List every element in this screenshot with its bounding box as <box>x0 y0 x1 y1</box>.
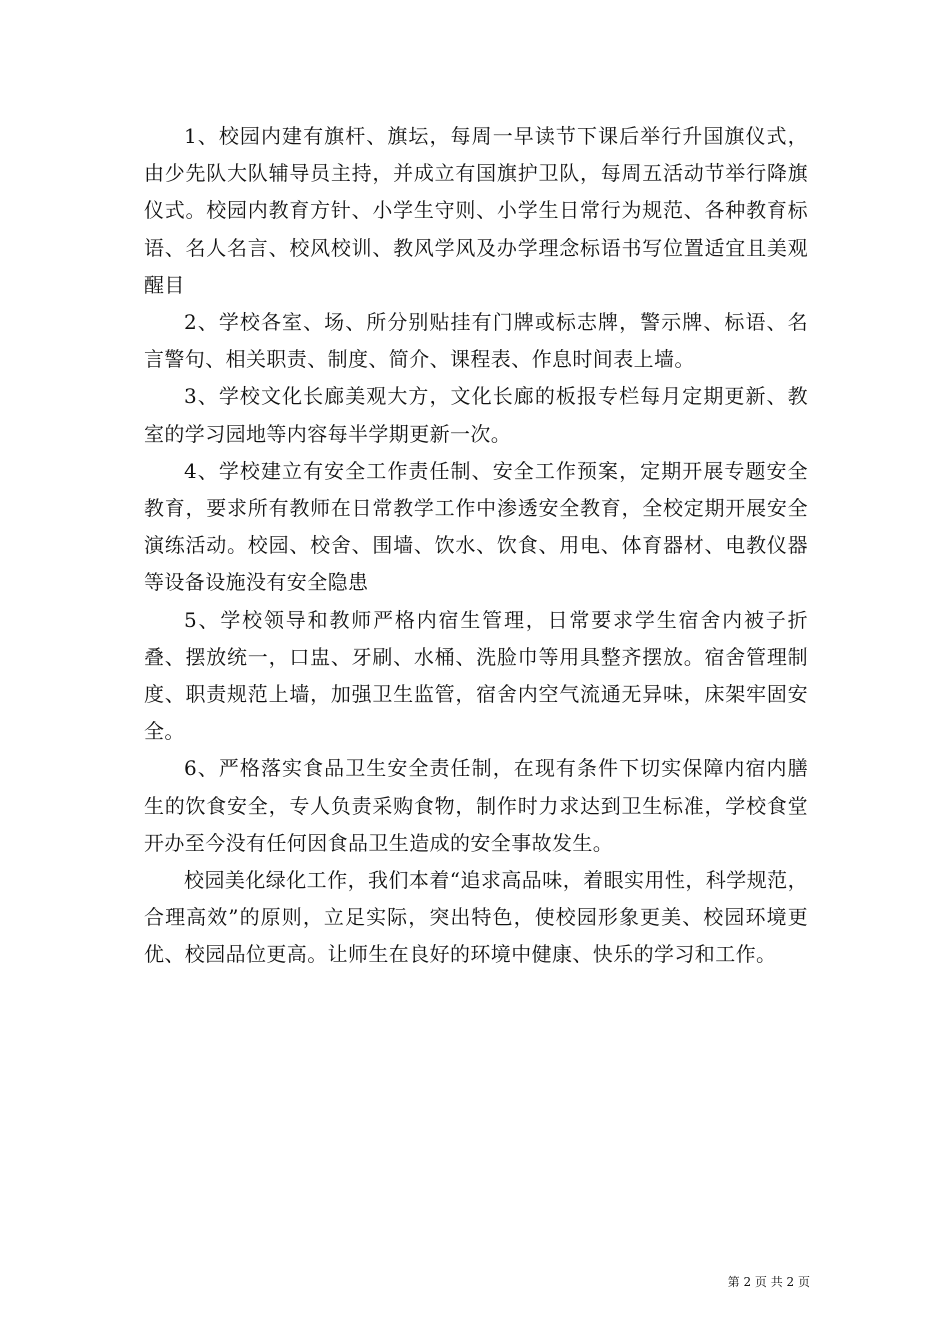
paragraph-1: 1、校园内建有旗杆、旗坛，每周一早读节下课后举行升国旗仪式，由少先队大队辅导员主持，并成立有国旗护卫队，每周五活动节举行降旗仪式。校园内教育方针、小学生守则、小学生日常行为规范、各种教育标语、名人名言、校风校训、教风学风及办学理念标语书写位置适宜且美观醒目 <box>144 124 808 297</box>
paragraph-greening: 校园美化绿化工作，我们本着“追求高品味，着眼实用性，科学规范，合理高效”的原则，立足实际，突出特色，使校园形象更美、校园环境更优、校园品位更高。让师生在良好的环境中健康、快乐的学习和工作。 <box>144 868 808 967</box>
paragraph-5: 5、学校领导和教师严格内宿生管理，日常要求学生宿舍内被子折叠、摆放统一，口盅、牙刷、水桶、洗脸巾等用具整齐摆放。宿舍管理制度、职责规范上墙，加强卫生监管，宿舍内空气流通无异味，床架牢固安全。 <box>144 607 808 744</box>
paragraph-4: 4、学校建立有安全工作责任制、安全工作预案，定期开展专题安全教育，要求所有教师在日常教学工作中渗透安全教育，全校定期开展安全演练活动。校园、校舍、围墙、饮水、饮食、用电、体育器材、电教仪器等设备设施没有安全隐患 <box>144 458 808 595</box>
page-number-footer: 第 2 页 共 2 页 <box>727 1275 810 1289</box>
paragraph-6: 6、严格落实食品卫生安全责任制，在现有条件下切实保障内宿内膳生的饮食安全，专人负责采购食物，制作时力求达到卫生标准，学校食堂开办至今没有任何因食品卫生造成的安全事故发生。 <box>144 756 808 855</box>
paragraph-2: 2、学校各室、场、所分别贴挂有门牌或标志牌，警示牌、标语、名言警句、相关职责、制度、简介、课程表、作息时间表上墙。 <box>144 310 808 372</box>
paragraph-3: 3、学校文化长廊美观大方，文化长廊的板报专栏每月定期更新、教室的学习园地等内容每半学期更新一次。 <box>144 384 808 446</box>
document-body <box>144 118 808 974</box>
